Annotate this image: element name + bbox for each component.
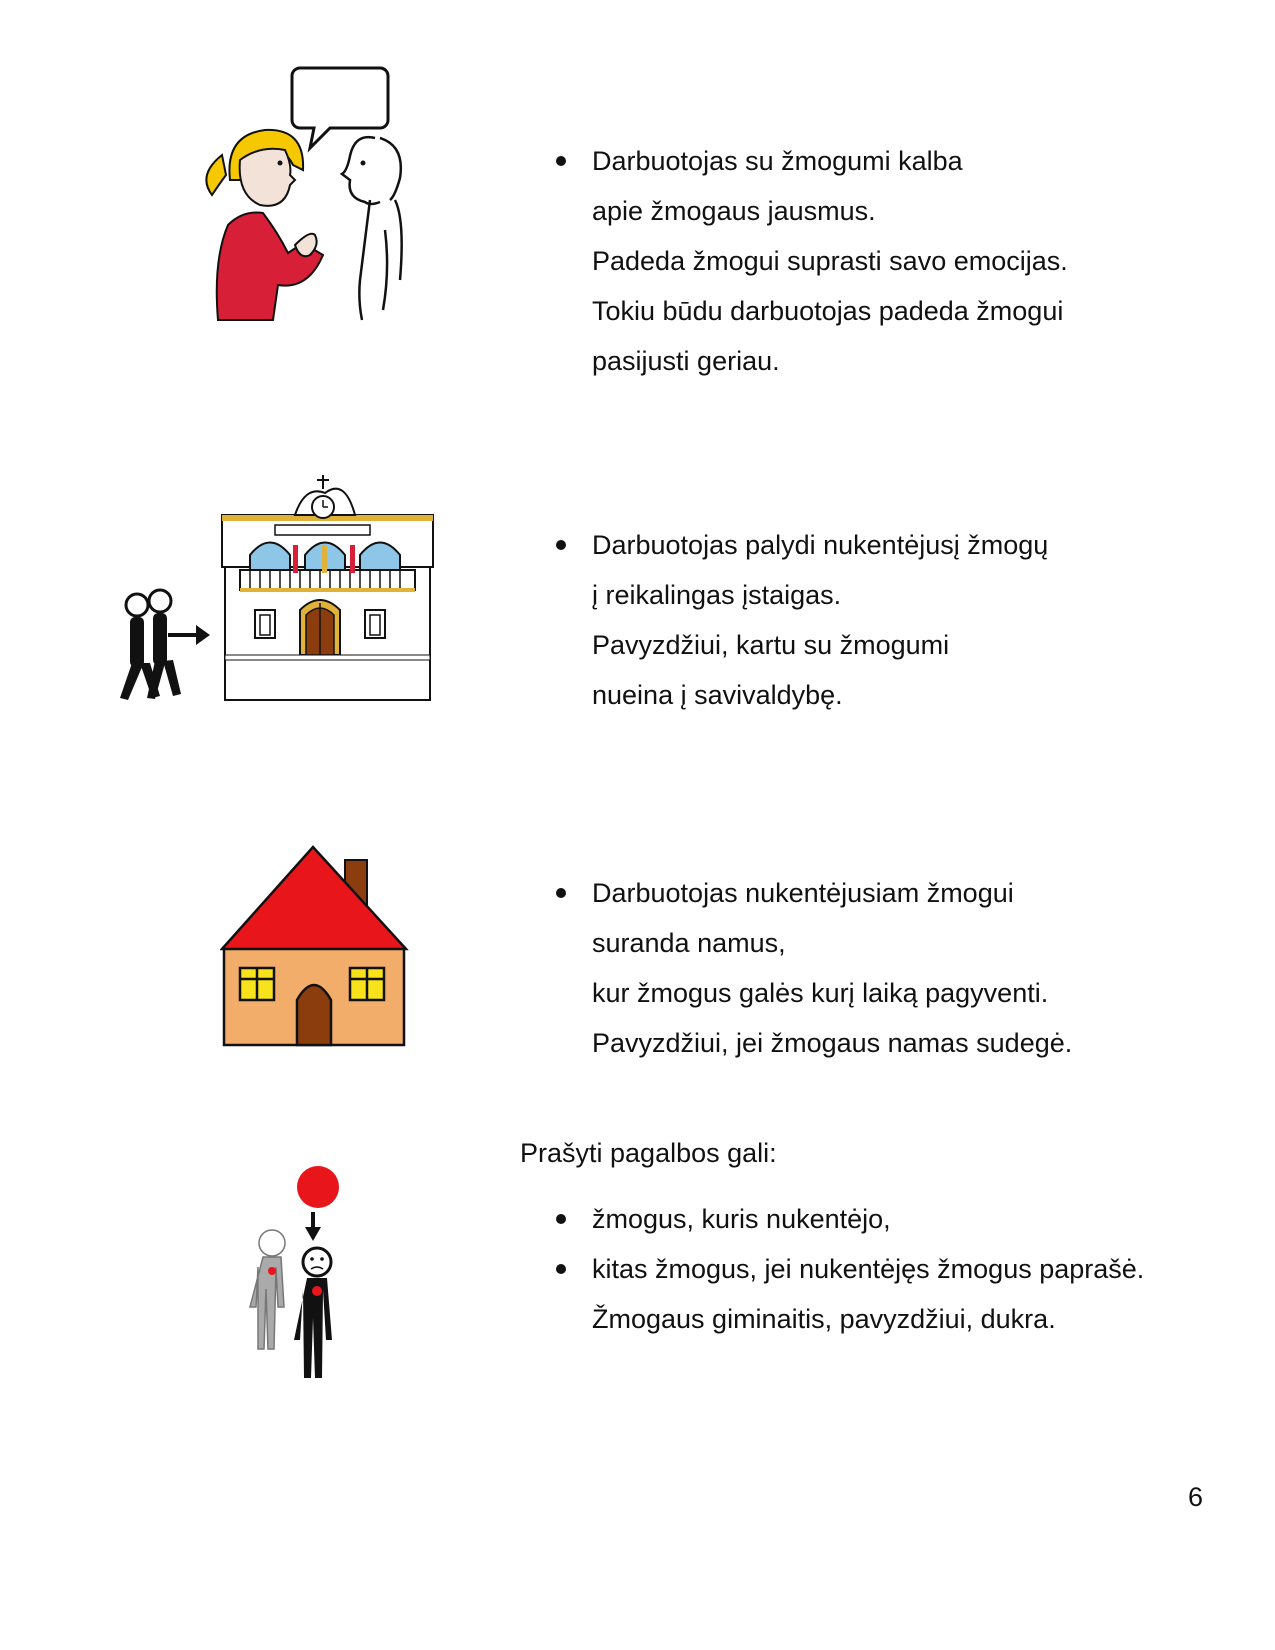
text-line: Padeda žmogui suprasti savo emocijas. (592, 246, 1068, 276)
text-line: Darbuotojas palydi nukentėjusį žmogų (592, 530, 1049, 560)
section-2-text (592, 520, 1048, 720)
bullet-item (592, 868, 1072, 918)
text-line: į reikalingas įstaigas. (592, 580, 842, 610)
text-line: žmogus, kuris nukentėjo, (592, 1204, 891, 1234)
people-walking-to-municipality-icon (110, 475, 440, 710)
bullet-icon (556, 888, 566, 898)
text-line: kitas žmogus, jei nukentėjęs žmogus paprašė. (592, 1254, 1145, 1284)
bullet-item (592, 1194, 1144, 1244)
person-asking-help-icon (248, 1165, 358, 1385)
text-line: Žmogaus giminaitis, pavyzdžiui, dukra. (592, 1304, 1056, 1334)
section-4-bullets (592, 1194, 1144, 1344)
text-line: Pavyzdžiui, kartu su žmogumi (592, 630, 950, 660)
bullet-icon (556, 156, 566, 166)
bullet-item (592, 1244, 1144, 1294)
text-line: suranda namus, (592, 928, 786, 958)
page-number: 6 (1188, 1482, 1204, 1512)
text-line: kur žmogus galės kurį laiką pagyventi. (592, 978, 1049, 1008)
text-line: pasijusti geriau. (592, 346, 780, 376)
text-line: Darbuotojas nukentėjusiam žmogui (592, 878, 1014, 908)
section-3-text (592, 868, 1072, 1068)
text-line: Darbuotojas su žmogumi kalba (592, 146, 963, 176)
house-icon (220, 845, 410, 1050)
section-1-text (592, 136, 1068, 386)
text-line: apie žmogaus jausmus. (592, 196, 876, 226)
section-4-intro: Prašyti pagalbos gali: (520, 1138, 777, 1168)
text-line: Pavyzdžiui, jei žmogaus namas sudegė. (592, 1028, 1073, 1058)
bullet-icon (556, 540, 566, 550)
bullet-icon (556, 1214, 566, 1224)
text-line: nueina į savivaldybę. (592, 680, 843, 710)
text-line: Tokiu būdu darbuotojas padeda žmogui (592, 296, 1064, 326)
bullet-item (592, 136, 1068, 186)
bullet-icon (556, 1264, 566, 1274)
two-people-talking-icon (200, 60, 430, 330)
bullet-item (592, 520, 1048, 570)
